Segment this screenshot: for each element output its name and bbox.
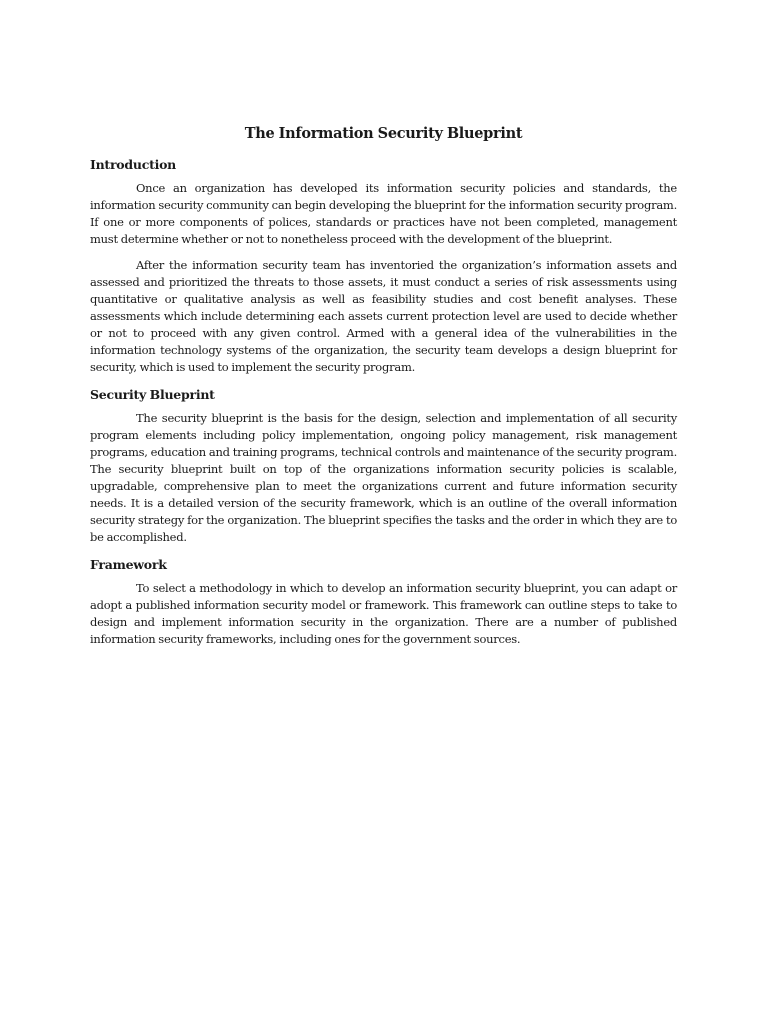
section-heading-security-blueprint: Security Blueprint [90, 387, 215, 402]
introduction-paragraph-1: Once an organization has developed its information security policies and standards, the information security community can begin developing the blueprint for the information security program. If one or more components of polices, standards or practices have not been completed, management must determine whether or not to nonetheless proceed with the development of the blueprint. [90, 181, 677, 246]
section-heading-introduction: Introduction [90, 157, 177, 172]
security-blueprint-paragraph-1: The security blueprint is the basis for the design, selection and implementation of all security program elements including policy implementation, ongoing policy management, risk management programs, education and training programs, technical controls and maintenance of the security program. The security blueprint built on top of the organizations information security policies is scalable, upgradable, comprehensive plan to meet the organizations current and future information security needs. It is a detailed version of the security framework, which is an outline of the overall information security strategy for the organization. The blueprint specifies the tasks and the order in which they are to be accomplished. [90, 411, 677, 544]
document-page [90, 120, 677, 657]
section-introduction [90, 156, 677, 376]
section-framework [90, 556, 677, 648]
framework-paragraph-1: To select a methodology in which to develop an information security blueprint, you can adapt or adopt a published information security model or framework. This framework can outline steps to take to design and implement information security in the organization. There are a number of published information security frameworks, including ones for the government sources. [90, 581, 677, 646]
document-title: The Information Security Blueprint [244, 125, 523, 142]
section-security-blueprint [90, 386, 677, 546]
introduction-paragraph-2: After the information security team has inventoried the organization’s information assets and assessed and prioritized the threats to those assets, it must conduct a series of risk assessments using quantitative or qualitative analysis as well as feasibility studies and cost benefit analyses. These assessments which include determining each assets current protection level are used to decide whether or not to proceed with any given control. Armed with a general idea of the vulnerabilities in the information technology systems of the organization, the security team develops a design blueprint for security, which is used to implement the security program. [90, 258, 677, 374]
section-heading-framework: Framework [90, 557, 167, 572]
